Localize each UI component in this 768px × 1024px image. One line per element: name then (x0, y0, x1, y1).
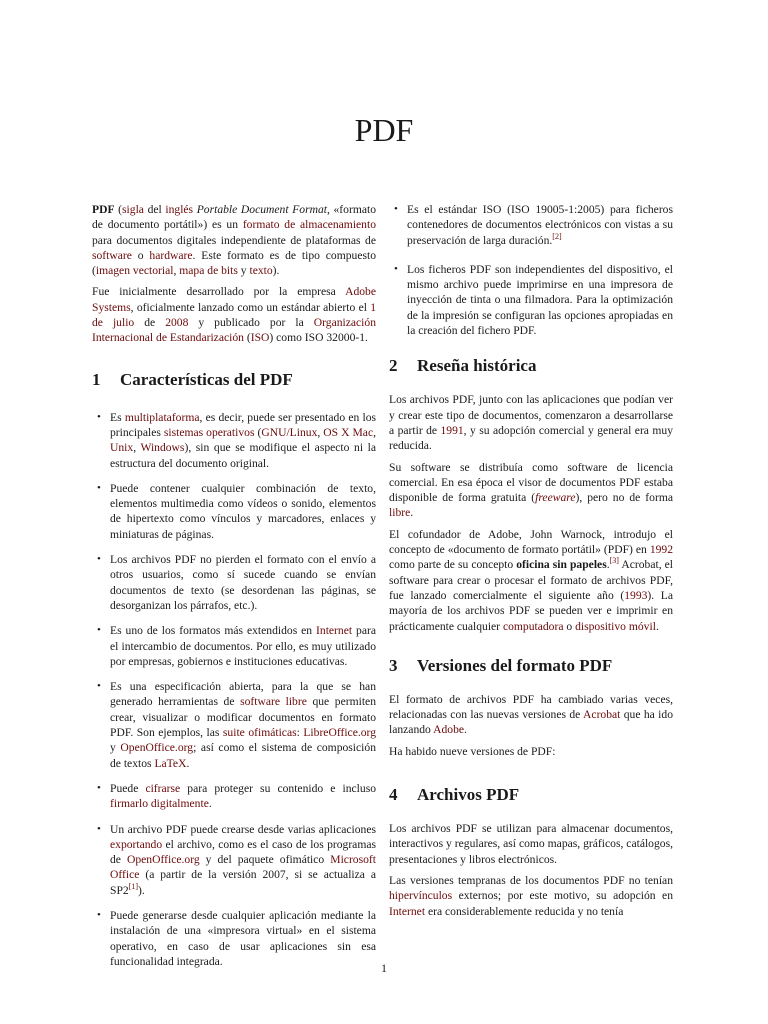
list-item (110, 679, 376, 771)
link-1-de-julio[interactable]: 1 de julio (92, 300, 376, 330)
text: que permiten crear, visualizar o modificar documentos en formato PDF. Son ejemplos, las (110, 695, 376, 740)
link-software[interactable]: software (92, 248, 132, 262)
list-item (110, 908, 376, 969)
text: ). (272, 264, 280, 278)
text: ) como ISO 32000-1. (269, 331, 368, 345)
text: Los archivos PDF se utilizan para almacenar documentos, interactivos y regulares, así como mapas, gráficos, catálogos, presentaciones y libros electrónicos. (389, 822, 673, 866)
link-acrobat[interactable]: Acrobat (583, 708, 621, 722)
text: y publicado por la (188, 316, 314, 330)
versions-paragraph-2 (389, 744, 673, 759)
text: , (373, 425, 377, 439)
text: y del paquete ofimático (199, 853, 331, 867)
page-number: 1 (381, 961, 387, 975)
text: Es el estándar ISO (ISO 19005-1:2005) para ficheros contenedores de documentos electrónicos con vistas a su preservación de larga duración. (407, 203, 673, 247)
text: ). (138, 883, 145, 897)
text: Es una especificación abierta, para la que se han generado herramientas de (110, 680, 376, 709)
oficina-sin-papeles: oficina sin papeles (516, 558, 607, 572)
list-item (110, 481, 376, 542)
link-ingles[interactable]: inglés (165, 203, 194, 216)
link-sigla[interactable]: sigla (122, 203, 144, 216)
text: , y su adopción comercial y general era muy reducida. (389, 423, 673, 453)
link-imagen-vectorial[interactable]: imagen vectorial (95, 264, 174, 278)
text: externos; por este motivo, su adopción en (452, 889, 673, 903)
section-heading-4 (389, 785, 673, 805)
link-1992[interactable]: 1992 (649, 543, 673, 557)
text: Los archivos PDF no pierden el formato con el envío a otros usuarios, como sí sucede cuando se envían documentos de texto (se desordenan las páginas, se desorganizan los párrafos, etc.). (110, 553, 376, 612)
link-libre[interactable]: libre (389, 506, 411, 520)
text: . (410, 506, 414, 520)
english-name: Portable Document Format (196, 203, 327, 216)
section-title: Versiones del formato PDF (417, 655, 613, 675)
text: o (563, 619, 576, 633)
text: ). La mayoría de los archivos PDF se pueden ver e imprimir en prácticamente cualquier (389, 588, 673, 633)
text: ( (254, 425, 262, 439)
link-windows[interactable]: Windows (140, 441, 185, 455)
link-hipervinculos[interactable]: hipervínculos (389, 889, 453, 903)
section-heading-1 (92, 370, 376, 390)
section-number: 4 (389, 785, 398, 805)
text: del (143, 203, 166, 216)
text: ), sin que se modifique el aspecto ni la estructura del documento original. (110, 441, 376, 470)
link-computadora[interactable]: computadora (502, 619, 564, 633)
text: Las versiones tempranas de los documentos PDF no tenían (389, 873, 673, 887)
list-item (110, 623, 376, 669)
link-2008[interactable]: 2008 (165, 316, 189, 330)
text: Fue inicialmente desarrollado por la empresa (92, 285, 346, 299)
text: y (237, 264, 250, 278)
files-paragraph-1 (389, 821, 673, 867)
text: Acrobat, el software para crear o procesar el formato de archivos PDF, fue lanzado comercialmente el siguiente año ( (389, 558, 674, 602)
section-title: Reseña histórica (417, 356, 537, 376)
text: que ha ido lanzando (389, 708, 673, 737)
text: , (173, 264, 180, 278)
text: como parte de su concepto (389, 558, 517, 572)
link-gnu-linux[interactable]: GNU/Linux (261, 425, 318, 439)
text: para el intercambio de documentos. Por ello, es muy utilizado por empresas, gobiernos e instituciones educativas. (110, 624, 376, 668)
link-os-x-mac[interactable]: OS X Mac (323, 425, 374, 439)
link-software-libre[interactable]: software libre (240, 695, 307, 709)
term-bold: PDF (92, 203, 115, 216)
text: Es uno de los formatos más extendidos en (110, 624, 317, 638)
text: Puede (110, 781, 146, 795)
citation-ref-3[interactable]: [3] (609, 556, 619, 566)
link-microsoft-office[interactable]: Microsoft Office (110, 853, 376, 882)
section-number: 3 (389, 655, 398, 675)
text: El formato de archivos PDF ha cambiado varias veces, relacionadas con las nuevas versiones de (389, 692, 673, 722)
text: para proteger su contenido e incluso (180, 781, 376, 795)
link-1993[interactable]: 1993 (624, 588, 648, 602)
link-iso[interactable]: ISO (250, 331, 270, 345)
link-1991[interactable]: 1991 (440, 423, 464, 437)
text: ( (243, 331, 251, 345)
section-heading-2 (389, 356, 673, 376)
link-libreoffice[interactable]: LibreOffice.org (303, 726, 376, 740)
text: Un archivo PDF puede crearse desde varias aplicaciones (110, 822, 376, 836)
list-item (407, 262, 673, 338)
text: Su software se distribuía como software de licencia comercial. En esa época el visor de documentos PDF estaba disponible de forma gratuita ( (389, 460, 673, 505)
section-title: Archivos PDF (417, 785, 520, 805)
features-list-continued (389, 202, 673, 338)
list-item (110, 552, 376, 613)
history-paragraph-2 (389, 460, 673, 521)
section-title: Características del PDF (120, 369, 293, 389)
left-column (92, 202, 376, 979)
text: era considerablemente reducida y no tenía (425, 904, 624, 918)
text: . (464, 723, 467, 737)
text: el archivo, como es el caso de los programas de (110, 837, 376, 867)
text: de (134, 316, 166, 330)
text: , (133, 441, 141, 455)
citation-ref-1[interactable]: [1] (128, 881, 139, 891)
link-freeware[interactable]: freeware (535, 491, 576, 505)
features-list (92, 410, 376, 970)
link-multiplataforma[interactable]: multiplataforma (124, 410, 200, 424)
link-adobe-systems[interactable]: Adobe Systems (92, 285, 376, 314)
text: (a partir de la versión 2007, si se actualiza a SP2 (110, 868, 376, 897)
link-exportando[interactable]: exportando (110, 837, 163, 851)
right-column (389, 202, 673, 925)
text: ( (114, 203, 123, 216)
link-mapa-de-bits[interactable]: mapa de bits (179, 264, 238, 278)
text: . (655, 619, 659, 633)
link-latex[interactable]: LaTeX (154, 756, 187, 770)
text: , «formato de documento portátil») es un (92, 203, 377, 232)
text: : (296, 726, 304, 740)
intro-paragraph-2 (92, 284, 376, 345)
text: Es (110, 410, 125, 424)
text: . Este formato es de tipo compuesto ( (92, 248, 377, 278)
text: , (317, 425, 324, 439)
link-cifrarse[interactable]: cifrarse (145, 781, 181, 795)
link-organizacion-iso[interactable]: Organización Internacional de Estandarización (92, 316, 376, 345)
section-number: 2 (389, 356, 398, 376)
text: , oficialmente lanzado como un estándar abierto el (130, 300, 371, 314)
text: ; así como el sistema de composición de textos (110, 741, 376, 770)
text: o (131, 248, 150, 262)
link-openoffice-org[interactable]: OpenOffice.org (126, 853, 200, 867)
list-item (110, 822, 376, 898)
link-hardware[interactable]: hardware (149, 248, 193, 262)
text: para documentos digitales independiente de plataformas de (92, 233, 376, 247)
citation-ref-2[interactable]: [2] (552, 231, 562, 241)
history-paragraph-3 (389, 527, 673, 634)
text: ), pero no de forma (575, 491, 673, 505)
link-internet-2[interactable]: Internet (389, 904, 426, 918)
page-title: PDF (354, 112, 414, 148)
text: Ha habido nueve versiones de PDF: (389, 744, 556, 758)
link-openoffice[interactable]: OpenOffice.org (120, 741, 194, 755)
link-texto[interactable]: texto (249, 264, 273, 278)
link-firmarlo-digitalmente[interactable]: firmarlo digitalmente (110, 797, 209, 811)
text: El cofundador de Adobe, John Warnock, introdujo el concepto de «documento de formato portátil» (PDF) en (389, 527, 673, 557)
link-adobe[interactable]: Adobe (433, 723, 465, 737)
text: , es decir, puede ser presentado en los principales (110, 410, 377, 439)
history-paragraph-1 (389, 392, 673, 453)
section-heading-3 (389, 656, 673, 676)
text: . (208, 797, 212, 811)
link-unix[interactable]: Unix (110, 441, 134, 455)
files-paragraph-2 (389, 873, 673, 919)
link-formato-almacenamiento[interactable]: formato de almacenamiento (242, 218, 376, 232)
link-internet[interactable]: Internet (316, 624, 353, 638)
section-number: 1 (92, 369, 101, 389)
intro-paragraph-1 (92, 202, 376, 278)
text: . (186, 756, 190, 770)
text: y (110, 741, 121, 755)
list-item (110, 410, 376, 471)
list-item (407, 202, 673, 248)
text: Puede contener cualquier combinación de texto, elementos multimedia como vídeos o sonido, elementos de hipertexto como vínculos y marcadores, enlaces y miniaturas de páginas. (110, 481, 376, 541)
text: Los archivos PDF, junto con las aplicaciones que podían ver y crear este tipo de documentos, comenzaron a desarrollarse a partir de (389, 393, 673, 437)
link-dispositivo-movil[interactable]: dispositivo móvil (575, 619, 656, 633)
link-suite-ofimaticas[interactable]: suite ofimáticas (222, 726, 297, 740)
versions-paragraph-1 (389, 692, 673, 738)
text: Los ficheros PDF son independientes del dispositivo, el mismo archivo puede imprimirse en una impresora de inyección de tinta o una filmadora. Para la optimización de la impresión se configuran las opciones apropiadas en la creación del fichero PDF. (407, 262, 673, 338)
link-sistemas-operativos[interactable]: sistemas operativos (163, 425, 255, 439)
list-item (110, 781, 376, 812)
text: Puede generarse desde cualquier aplicación mediante la instalación de una «impresora virtual» en el sistema operativo, en caso de usar aplicaciones sin esa funcionalidad integrada. (110, 908, 376, 968)
text: . (606, 558, 610, 572)
